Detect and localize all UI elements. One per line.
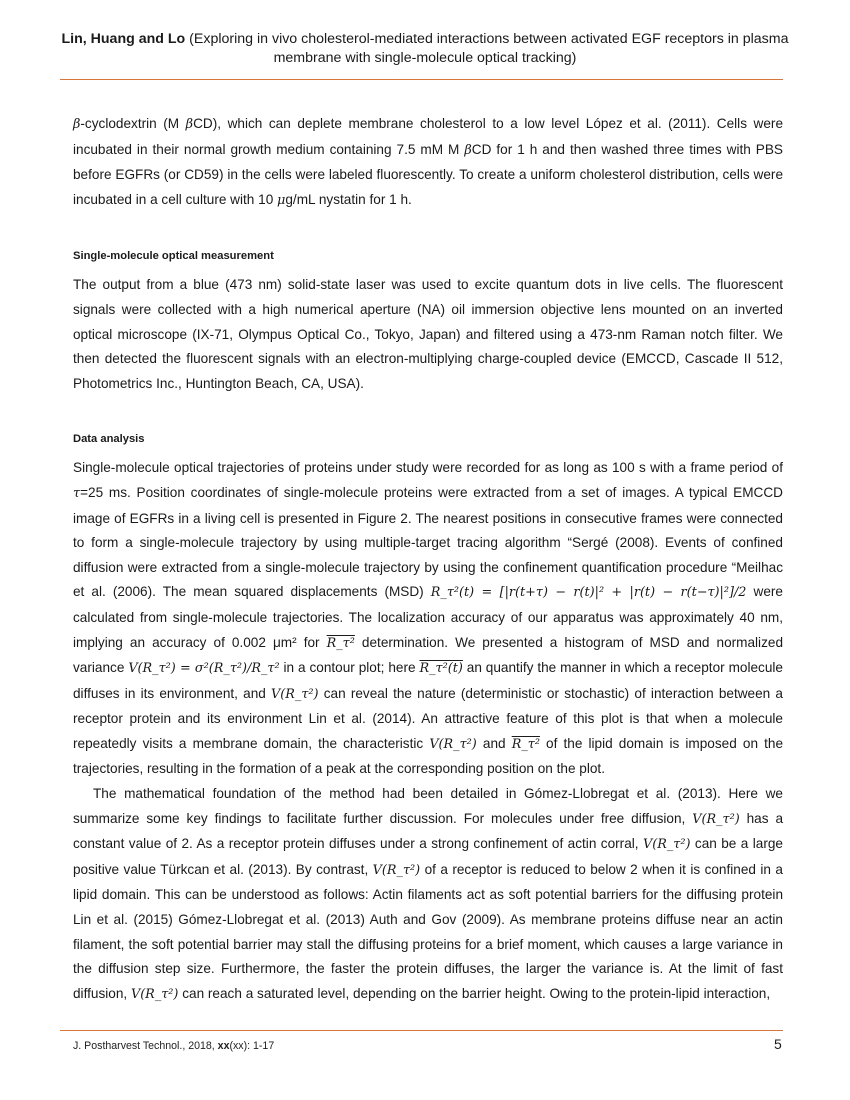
paragraph-optical-measurement: The output from a blue (473 nm) solid-state laser was used to excite quantum dots in live cells. The fluorescent signals were collected with a high numerical aperture (NA) oil immersion objective lens mounted on an inverted optical microscope (IX-71, Olympus Optical Co., Tokyo, Japan) and filtered using a 473-nm Raman notch filter. We then detected the fluorescent signals with an electron-multiplying charge-coupled device (EMCCD, Cascade II 512, Photometrics Inc., Huntington Beach, CA, USA). — [73, 277, 783, 391]
paragraph-data-analysis: Single-molecule optical trajectories of proteins under study were recorded for as long as 100 s with a frame period of τ=25 ms. Position coordinates of single-molecule proteins were extracted from a set of images. A typical EMCCD image of EGFRs in a living cell is presented in Figure 2. The nearest positions in consecutive frames were connected to form a single-molecule trajectory by using multiple-target tracing algorithm “Sergé (2008). Events of confined diffusion were extracted from a single-molecule trajectory by using the confinement quantification procedure “Meilhac et al. (2006). The mean squared displacements (MSD) R_τ²(t) = [|r(t+τ) − r(t)|² + |r(t) − r(t−τ)|²]/2 were calculated from single-molecule trajectories. The localization accuracy of our apparatus was approximately 40 nm, implying an accuracy of 0.002 μm² for R_τ² determination. We presented a histogram of MSD and normalized variance V(R_τ²) = σ²(R_τ²)/R_τ² in a contour plot; here R_τ²(t) an quantify the manner in which a receptor molecule diffuses in its environment, and V(R_τ²) can reveal the nature (deterministic or stochastic) of interaction between a receptor protein and its environment Lin et al. (2014). An attractive feature of this plot is that when a molecule repeatedly visits a membrane domain, the characteristic V(R_τ²) and R_τ² of the lipid domain is imposed on the trajectories, resulting in the formation of a peak at the corresponding position on the plot. — [73, 460, 784, 777]
header-authors: Lin, Huang and Lo — [61, 31, 186, 47]
msd-formula: R_τ²(t) = [|r(t+τ) − r(t)|² + |r(t) − r(t−τ)|²]/2 — [430, 585, 747, 601]
header-title: (Exploring in vivo cholesterol-mediated interactions between activated EGF receptors in plasma membrane with single-molecule optical tracking) — [189, 31, 789, 66]
paragraph-cyclodextrin: β-cyclodextrin (M βCD), which can deplete membrane cholesterol to a low level López et al. (2011). Cells were incubated in their normal growth medium containing 7.5 mM M βCD for 1 h and then washed three times with PBS before EGFRs (or CD59) in the cells were labeled fluorescently. To create a uniform cholesterol distribution, cells were incubated in a cell culture with 10 μg/mL nystatin for 1 h. — [73, 116, 784, 208]
variance-formula: V(R_τ²) = σ²(R_τ²)/R_τ² — [128, 661, 280, 677]
footer-rule — [60, 1030, 783, 1031]
section-heading-optical-measurement: Single-molecule optical measurement — [73, 250, 274, 263]
running-header — [60, 30, 790, 68]
footer-citation: J. Postharvest Technol., 2018, xx(xx): 1-17 — [73, 1040, 275, 1052]
header-rule — [60, 79, 783, 80]
paragraph-mathematical-foundation: The mathematical foundation of the method had been detailed in Gómez-Llobregat et al. (2013). Here we summarize some key findings to facilitate further discussion. For molecules under free diffusion, V(R_τ²) has a constant value of 2. As a receptor protein diffuses under a strong confinement of actin corral, V(R_τ²) can be a large positive value Türkcan et al. (2013). By contrast, V(R_τ²) of a receptor is reduced to below 2 when it is confined in a lipid domain. This can be understood as follows: Actin filaments act as soft potential barriers for the diffusing protein Lin et al. (2015) Gómez-Llobregat et al. (2013) Auth and Gov (2009). As membrane proteins diffuse near an actin filament, the soft potential barrier may stall the diffusing proteins for a brief moment, which causes a large variance in the diffusion step size. Furthermore, the faster the protein diffuses, the larger the variance is. At the limit of fast diffusion, V(R_τ²) can reach a saturated level, depending on the barrier height. Owing to the protein-lipid interaction, — [73, 786, 783, 1002]
unit-um2: μm² — [272, 634, 297, 650]
section-heading-data-analysis: Data analysis — [73, 433, 145, 446]
page-number: 5 — [774, 1036, 782, 1052]
page-body — [73, 112, 783, 1007]
mean-msd-symbol: R_τ² — [326, 635, 355, 651]
